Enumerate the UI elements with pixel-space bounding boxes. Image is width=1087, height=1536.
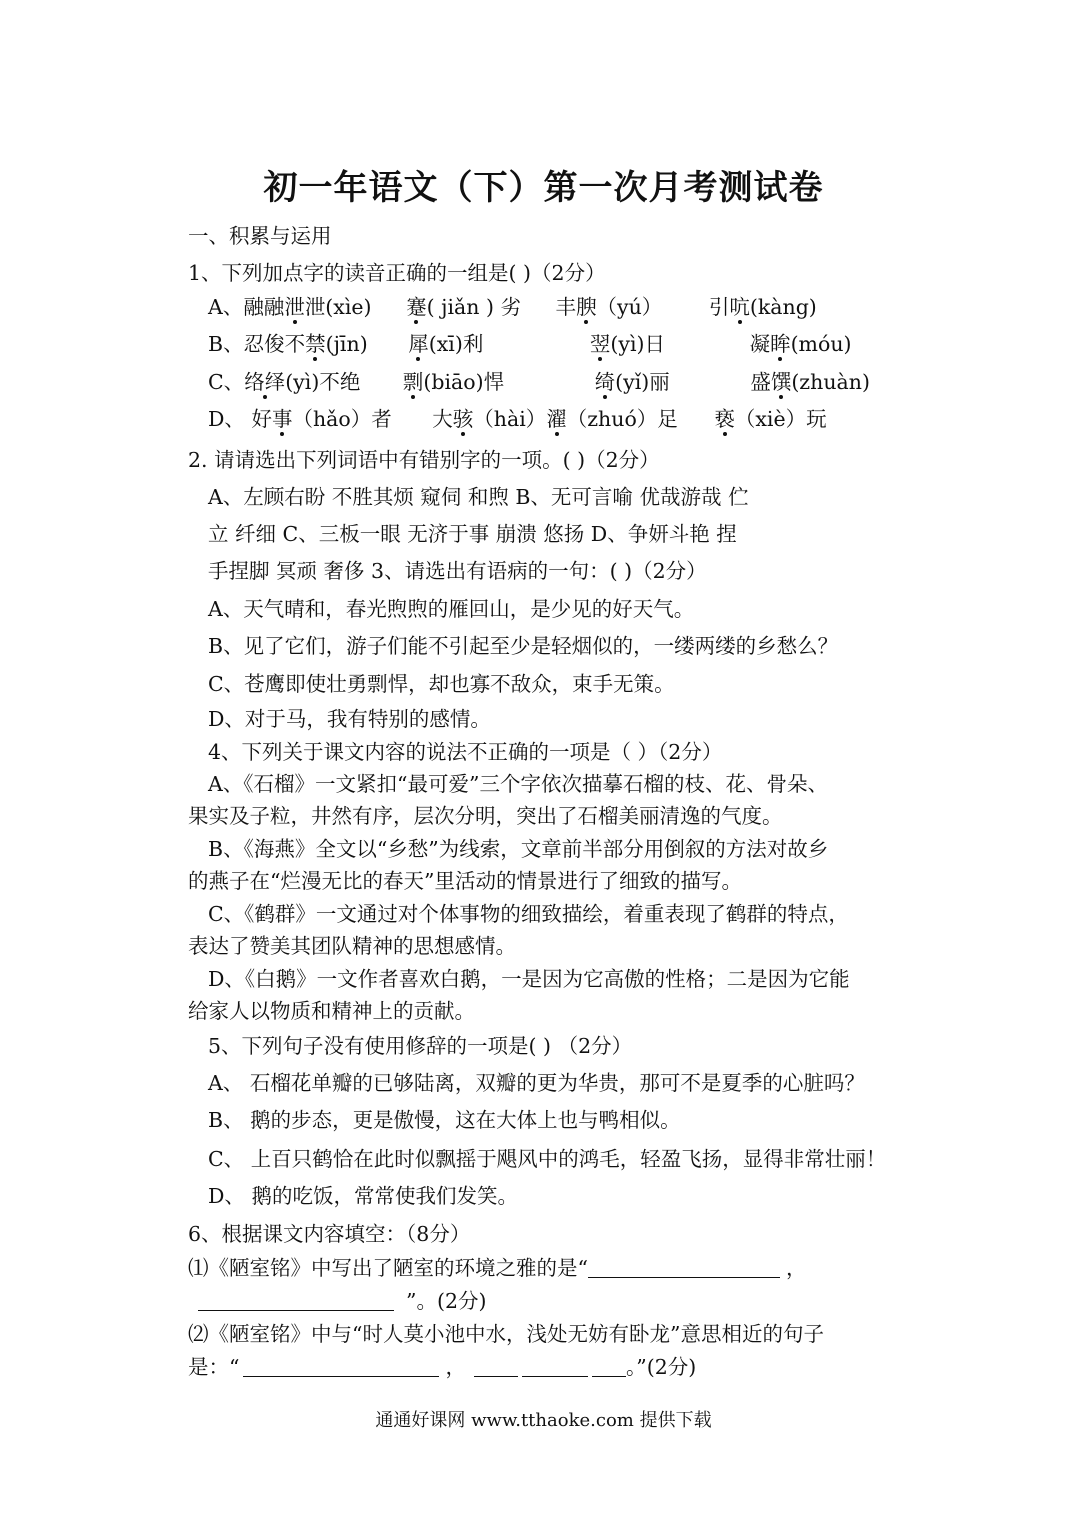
q1-stem: 1、下列加点字的读音正确的一组是( )（2分）	[188, 261, 606, 285]
q4-option-b-1: B、《海燕》全文以“乡愁”为线索，文章前半部分用倒叙的方法对故乡	[208, 837, 829, 861]
q1-option-b: B、忍俊不禁(jīn) 犀(xī)利 翌(yì)日 凝眸(móu)	[208, 332, 852, 356]
answer-blank[interactable]	[198, 1290, 394, 1311]
q2-line-2: 立 纤细 C、三板一眼 无济于事 崩溃 悠扬 D、争妍斗艳 捏	[208, 522, 737, 546]
answer-blank[interactable]	[243, 1356, 439, 1377]
answer-blank[interactable]	[474, 1356, 518, 1377]
section-heading: 一、积累与运用	[188, 224, 332, 248]
q3-option-c: C、苍鹰即使壮勇剽悍，却也寡不敌众，束手无策。	[208, 672, 675, 696]
q1-option-c: C、络绎(yì)不绝 剽(biāo)悍 绮(yǐ)丽 盛馔(zhuàn)	[208, 370, 870, 394]
q1-option-a: A、融融泄泄(xìe) 蹇( jiǎn ) 劣 丰腴（yú） 引吭(kàng)	[208, 295, 817, 319]
q1-option-d: D、 好事（hǎo）者 大骇（hài）濯（zhuó）足 亵（xiè）玩	[208, 407, 827, 431]
q5-option-d: D、 鹅的吃饭，常常使我们发笑。	[208, 1184, 518, 1208]
q5-option-c: C、 上百只鹤恰在此时似飘摇于飓风中的鸿毛，轻盈飞扬，显得非常壮丽！	[208, 1147, 887, 1171]
q4-option-a-1: A、《石榴》一文紧扣“最可爱”三个字依次描摹石榴的枝、花、骨朵、	[208, 772, 829, 796]
q5-option-b: B、 鹅的步态，更是傲慢，这在大体上也与鸭相似。	[208, 1108, 681, 1132]
q6-item-1-cont: ”。(2分)	[198, 1287, 487, 1315]
q5-option-a: A、 石榴花单瓣的已够陆离，双瓣的更为华贵，那可不是夏季的心脏吗？	[208, 1071, 865, 1095]
q4-option-d-2: 给家人以物质和精神上的贡献。	[188, 999, 475, 1023]
q6-stem: 6、根据课文内容填空：（8分）	[188, 1222, 471, 1246]
q4-option-d-1: D、《白鹅》一文作者喜欢白鹅，一是因为它高傲的性格；二是因为它能	[208, 967, 850, 991]
q4-option-c-1: C、《鹤群》一文通过对个体事物的细致描绘，着重表现了鹤群的特点，	[208, 902, 849, 926]
answer-blank[interactable]	[592, 1356, 626, 1377]
q2-line-3: 手捏脚 冥顽 奢侈 3、请选出有语病的一句：( )（2分）	[208, 559, 707, 583]
q6-item-1: ⑴《陋室铭》中写出了陋室的环境之雅的是“ ，	[188, 1256, 807, 1280]
q3-option-d: D、对于马，我有特别的感情。	[208, 707, 491, 731]
q4-option-a-2: 果实及子粒，井然有序，层次分明，突出了石榴美丽清逸的气度。	[188, 804, 783, 828]
q6-item-2-cont: 是：“ ， 。”(2分)	[188, 1355, 697, 1379]
q6-item-2: ⑵《陋室铭》中与“时人莫小池中水，浅处无妨有卧龙”意思相近的句子	[188, 1322, 824, 1346]
q3-option-a: A、天气晴和，春光煦煦的雁回山，是少见的好天气。	[208, 597, 695, 621]
q4-option-c-2: 表达了赞美其团队精神的思想感情。	[188, 934, 516, 958]
q2-line-1: A、左顾右盼 不胜其烦 窥伺 和煦 B、无可言喻 优哉游哉 伫	[208, 485, 749, 509]
q2-stem: 2. 请请选出下列词语中有错别字的一项。( )（2分）	[188, 448, 660, 472]
q3-option-b: B、见了它们，游子们能不引起至少是轻烟似的，一缕两缕的乡愁么？	[208, 634, 839, 658]
answer-blank[interactable]	[522, 1356, 588, 1377]
q4-option-b-2: 的燕子在“烂漫无比的春天”里活动的情景进行了细致的描写。	[188, 869, 742, 893]
exam-title: 初一年语文（下）第一次月考测试卷	[263, 168, 824, 208]
answer-blank[interactable]	[588, 1257, 780, 1278]
footer-credit: 通通好课网 www.tthaoke.com 提供下载	[375, 1410, 712, 1431]
q4-stem: 4、下列关于课文内容的说法不正确的一项是（ ）（2分）	[208, 740, 723, 764]
q5-stem: 5、下列句子没有使用修辞的一项是( ) （2分）	[208, 1034, 633, 1058]
